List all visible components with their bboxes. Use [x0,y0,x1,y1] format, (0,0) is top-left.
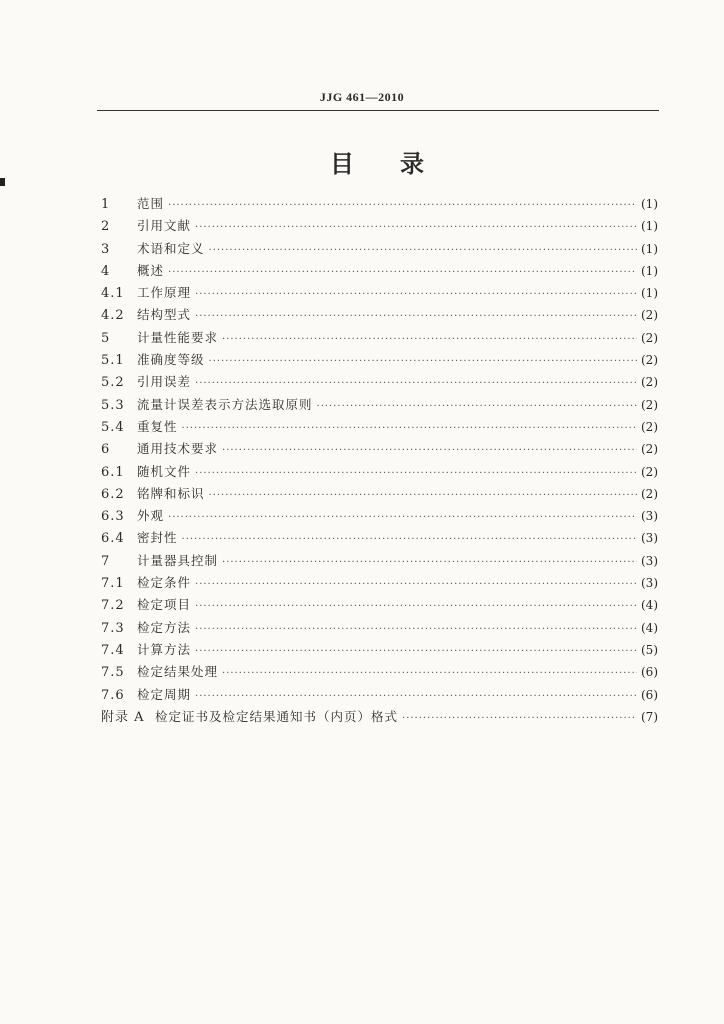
toc-entry-page: (2) [641,464,658,479]
toc-entry-number: 6.4 [101,531,125,547]
toc-entry [101,527,658,549]
toc-entry-label: 检定证书及检定结果通知书（内页）格式 [155,708,399,724]
toc-entry-page: (2) [641,397,658,412]
toc-entry-label: 检定条件 [137,575,192,591]
toc-leader-dots [222,440,637,462]
toc-entry-label: 概述 [137,262,165,278]
toc-entry [101,461,658,483]
toc-entry-number: 7.3 [101,620,125,636]
toc-entry-label: 计量性能要求 [137,329,219,345]
toc-entry [101,572,658,594]
toc-entry-page: (3) [641,509,658,524]
toc-entry [101,282,658,304]
page-title: 目录 [330,150,470,178]
toc-entry-number: 5.2 [101,375,125,391]
toc-entry-label: 通用技术要求 [137,441,219,457]
toc-entry-page: (4) [641,598,658,613]
toc-entry-page: (4) [641,620,658,635]
toc-entry-label: 铭牌和标识 [137,485,205,501]
toc-entry-label: 检定结果处理 [137,664,219,680]
toc-entry-page: (7) [641,709,658,724]
toc-leader-dots [195,217,637,239]
toc-entry-number: 7.2 [101,598,125,614]
toc-entry-label: 范围 [137,196,165,211]
toc-entry-label: 检定周期 [137,686,192,702]
toc-entry [101,505,658,527]
toc-leader-dots [209,485,637,507]
toc-leader-dots [195,641,637,663]
toc-entry-page: (2) [641,486,658,501]
toc-entry-page: (6) [641,665,658,680]
toc-entry-number: 7.6 [101,687,125,703]
toc-entry-number: 附录 A [101,709,145,725]
toc-entry [101,193,658,215]
toc-entry-label: 引用误差 [137,374,192,390]
toc-entry [101,394,658,416]
table-of-contents [101,193,658,728]
toc-entry-number: 6.3 [101,509,125,525]
toc-entry-number: 7 [101,553,111,569]
toc-entry-page: (2) [641,353,658,368]
running-header: JJG 461—2010 [319,90,405,104]
toc-entry-label: 密封性 [137,530,178,546]
toc-entry-number: 7.5 [101,665,125,681]
toc-leader-dots [222,663,637,685]
toc-entry [101,416,658,438]
toc-entry-label: 检定方法 [137,619,192,635]
toc-entry-label: 工作原理 [137,285,192,301]
toc-leader-dots [195,596,637,618]
toc-entry [101,327,658,349]
toc-entry-number: 5.1 [101,353,125,369]
toc-entry [101,349,658,371]
toc-entry [101,706,658,728]
toc-entry [101,260,658,282]
toc-entry-number: 6.1 [101,464,125,480]
toc-entry-label: 检定项目 [137,597,192,613]
toc-leader-dots [168,507,637,529]
toc-entry [101,617,658,639]
toc-entry [101,639,658,661]
toc-entry-label: 计算方法 [137,641,192,657]
toc-entry-page: (6) [641,687,658,702]
toc-entry-number: 4.2 [101,308,125,324]
toc-leader-dots [195,284,637,306]
toc-entry [101,438,658,460]
toc-leader-dots [195,686,637,708]
toc-entry-number: 3 [101,241,111,257]
toc-leader-dots [195,306,637,328]
toc-entry [101,215,658,237]
toc-leader-dots [209,240,637,262]
toc-entry-number: 2 [101,219,111,235]
toc-leader-dots [182,529,637,551]
toc-entry-number: 6 [101,442,111,458]
toc-entry-page: (1) [641,219,658,234]
toc-entry-page: (1) [641,241,658,256]
toc-entry-label: 外观 [137,508,165,524]
toc-entry [101,483,658,505]
toc-entry-page: (5) [641,642,658,657]
toc-entry-number: 7.4 [101,642,125,658]
toc-entry [101,304,658,326]
toc-leader-dots [195,574,637,596]
toc-entry-page: (3) [641,531,658,546]
toc-entry [101,550,658,572]
toc-entry-page: (2) [641,308,658,323]
toc-leader-dots [402,708,637,730]
toc-entry-number: 6.2 [101,486,125,502]
toc-entry [101,684,658,706]
toc-entry-label: 结构型式 [137,307,192,323]
toc-entry-page: (2) [641,419,658,434]
toc-leader-dots [209,351,637,373]
toc-entry-page: (3) [641,553,658,568]
toc-entry [101,371,658,393]
toc-leader-dots [317,396,637,418]
toc-entry-number: 7.1 [101,576,125,592]
toc-entry-label: 计量器具控制 [137,552,219,568]
toc-leader-dots [195,373,637,395]
toc-leader-dots [182,418,637,440]
toc-entry-number: 4 [101,263,111,279]
toc-entry-page: (1) [641,197,658,211]
toc-entry-number: 5 [101,330,111,346]
toc-entry-label: 流量计误差表示方法选取原则 [137,396,313,412]
toc-entry [101,661,658,683]
scan-edge-mark [0,178,5,186]
toc-entry-page: (1) [641,286,658,301]
toc-leader-dots [168,195,637,217]
toc-entry-page: (2) [641,375,658,390]
toc-entry [101,594,658,616]
toc-entry-number: 4.1 [101,286,125,302]
toc-leader-dots [222,552,637,574]
toc-entry-number: 1 [101,197,111,212]
toc-entry-label: 准确度等级 [137,352,205,368]
toc-entry-label: 术语和定义 [137,240,205,256]
toc-leader-dots [168,262,637,284]
toc-entry [101,238,658,260]
toc-entry-page: (2) [641,442,658,457]
header-rule [97,110,659,111]
toc-leader-dots [222,329,637,351]
toc-entry-label: 引用文献 [137,218,192,234]
toc-entry-page: (2) [641,330,658,345]
toc-entry-number: 5.3 [101,397,125,413]
toc-leader-dots [195,619,637,641]
toc-entry-page: (1) [641,263,658,278]
toc-entry-label: 重复性 [137,418,178,434]
toc-leader-dots [195,463,637,485]
toc-entry-label: 随机文件 [137,463,192,479]
toc-entry-number: 5.4 [101,419,125,435]
toc-entry-page: (3) [641,576,658,591]
